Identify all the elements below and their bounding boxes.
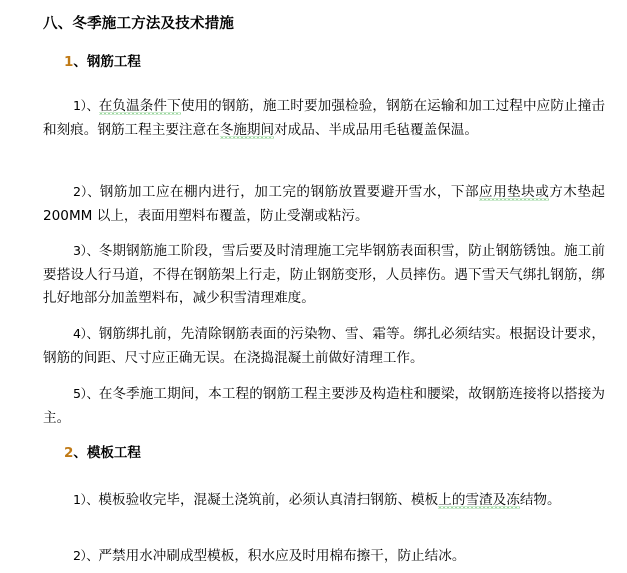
- paragraph-1-1: [43, 94, 605, 142]
- text-run: 冬期钢筋施工阶段，雪后要及时清理施工完毕钢筋表面积雪，防止钢筋锈蚀。施工前要搭设人行马道，不得在钢筋架上行走，防止钢筋变形，人员摔伤。遇下雪天气绑扎钢筋，绑扎好地部分加盖塑料布，减少积雪清理难度。: [43, 243, 605, 306]
- text-run-spellchecked: 上的雪渣及冻: [438, 492, 520, 508]
- text-run: 方木垫起 200MM 以上，表面用塑料布覆盖，防止受潮或粘污。: [43, 184, 605, 224]
- list-marker: 4）、: [73, 326, 99, 341]
- sub-heading-1: [64, 52, 141, 72]
- paragraph-1-3: [43, 239, 605, 311]
- sub-heading-1-number: 1: [64, 54, 74, 70]
- paragraph-1-2: [43, 180, 605, 228]
- list-marker: 1）、: [73, 98, 99, 113]
- list-marker: 2）、: [73, 184, 100, 199]
- sub-heading-1-title: 钢筋工程: [86, 54, 141, 70]
- text-run: 钢筋加工应在棚内进行，加工完的钢筋放置要避开雪水，下部: [99, 184, 480, 200]
- text-run-spellchecked: 在负温条件下: [98, 98, 181, 114]
- sub-heading-2-title: 模板工程: [86, 445, 141, 461]
- list-marker: 5）、: [73, 386, 99, 401]
- list-marker: 2）、: [73, 548, 99, 563]
- text-run-spellchecked: 应用垫块或: [479, 184, 550, 200]
- text-run: 钢筋绑扎前，先清除钢筋表面的污染物、雪、霜等。绑扎必须结实。根据设计要求，钢筋的间距、尺寸应正确无误。在浇捣混凝土前做好清理工作。: [43, 326, 605, 366]
- section-title: 八、冬季施工方法及技术措施: [43, 16, 235, 32]
- paragraph-2-1: [43, 488, 605, 513]
- text-run: 在冬季施工期间，本工程的钢筋工程主要涉及构造柱和腰梁，故钢筋连接将以搭接为主。: [43, 386, 605, 426]
- sub-heading-1-separator: 、: [73, 54, 87, 70]
- paragraph-1-5: [43, 382, 605, 430]
- text-run: 使用的钢筋，施工时要加强检验，钢筋在运输和加工过程中应防止撞击和刻痕。钢筋工程主要注意在: [43, 98, 606, 138]
- sub-heading-2: [64, 443, 141, 463]
- text-run: 对成品、半成品用毛毡覆盖保温。: [274, 121, 478, 138]
- text-run: 严禁用水冲刷成型模板，积水应及时用棉布擦干，防止结冰。: [98, 548, 466, 564]
- text-run: 结物。: [519, 492, 561, 508]
- sub-heading-2-separator: 、: [73, 445, 87, 461]
- list-marker: 3）、: [73, 243, 99, 258]
- sub-heading-2-number: 2: [64, 445, 74, 461]
- text-run: 模板验收完毕，混凝土浇筑前，必须认真清扫钢筋、模板: [98, 492, 439, 508]
- paragraph-1-4: [43, 322, 605, 370]
- text-run-spellchecked: 冬施期间: [219, 121, 275, 138]
- paragraph-2-2: [43, 544, 605, 569]
- list-marker: 1）、: [73, 492, 99, 507]
